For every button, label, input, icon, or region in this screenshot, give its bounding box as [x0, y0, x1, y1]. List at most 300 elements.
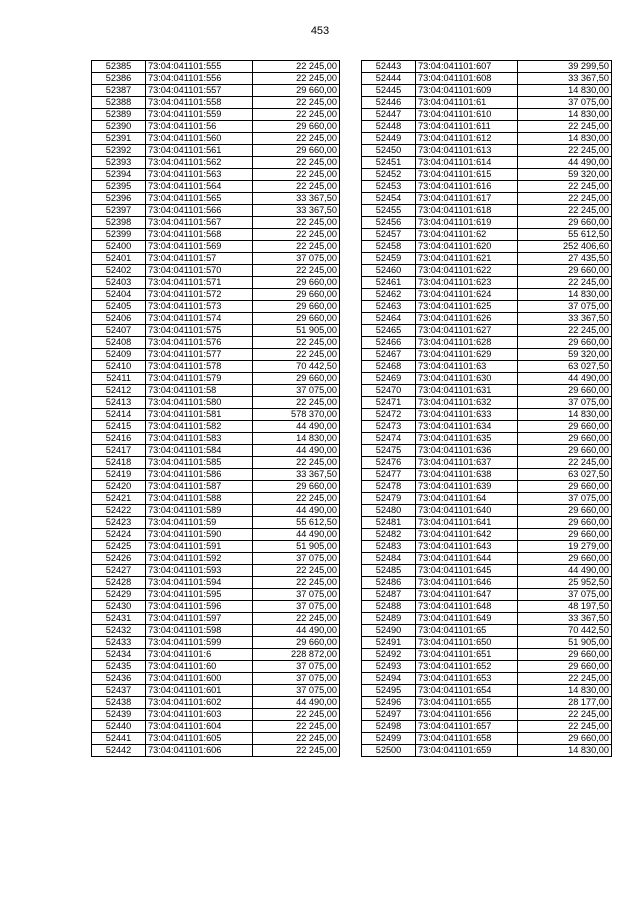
row-number: 52465: [362, 325, 416, 337]
table-row: [362, 193, 612, 205]
cadastral-number: 73:04:041101:645: [416, 565, 518, 577]
table-row: [362, 181, 612, 193]
table-row: [362, 205, 612, 217]
cadastral-number: 73:04:041101:570: [146, 265, 253, 277]
cadastral-number: 73:04:041101:565: [146, 193, 253, 205]
cadastral-value: 22 245,00: [253, 709, 340, 721]
cadastral-value: 22 245,00: [518, 181, 612, 193]
cadastral-number: 73:04:041101:636: [416, 445, 518, 457]
row-number: 52421: [92, 493, 146, 505]
row-number: 52493: [362, 661, 416, 673]
table-row: [362, 109, 612, 121]
table-row: [362, 277, 612, 289]
cadastral-value: 29 660,00: [518, 481, 612, 493]
row-number: 52489: [362, 613, 416, 625]
cadastral-number: 73:04:041101:555: [146, 61, 253, 73]
cadastral-value: 22 245,00: [253, 133, 340, 145]
table-row: [92, 121, 340, 133]
table-row: [362, 337, 612, 349]
row-number: 52391: [92, 133, 146, 145]
row-number: 52498: [362, 721, 416, 733]
row-number: 52396: [92, 193, 146, 205]
table-row: [362, 685, 612, 697]
row-number: 52477: [362, 469, 416, 481]
table-row: [362, 349, 612, 361]
table-row: [92, 565, 340, 577]
cadastral-value: 22 245,00: [253, 493, 340, 505]
row-number: 52386: [92, 73, 146, 85]
cadastral-value: 37 075,00: [518, 301, 612, 313]
cadastral-value: 63 027,50: [518, 469, 612, 481]
table-row: [92, 133, 340, 145]
cadastral-value: 19 279,00: [518, 541, 612, 553]
row-number: 52454: [362, 193, 416, 205]
cadastral-number: 73:04:041101:578: [146, 361, 253, 373]
cadastral-value: 51 905,00: [518, 637, 612, 649]
cadastral-number: 73:04:041101:623: [416, 277, 518, 289]
cadastral-value: 44 490,00: [253, 421, 340, 433]
cadastral-value: 22 245,00: [253, 745, 340, 757]
cadastral-number: 73:04:041101:559: [146, 109, 253, 121]
cadastral-number: 73:04:041101:558: [146, 97, 253, 109]
cadastral-value: 22 245,00: [253, 241, 340, 253]
row-number: 52445: [362, 85, 416, 97]
cadastral-number: 73:04:041101:610: [416, 109, 518, 121]
row-number: 52486: [362, 577, 416, 589]
row-number: 52431: [92, 613, 146, 625]
row-number: 52449: [362, 133, 416, 145]
row-number: 52482: [362, 529, 416, 541]
cadastral-value: 22 245,00: [518, 205, 612, 217]
cadastral-value: 22 245,00: [253, 181, 340, 193]
cadastral-number: 73:04:041101:627: [416, 325, 518, 337]
cadastral-value: 29 660,00: [518, 433, 612, 445]
cadastral-value: 22 245,00: [253, 109, 340, 121]
table-row: [362, 613, 612, 625]
cadastral-value: 29 660,00: [518, 337, 612, 349]
cadastral-number: 73:04:041101:598: [146, 625, 253, 637]
row-number: 52412: [92, 385, 146, 397]
table-row: [92, 169, 340, 181]
cadastral-value: 55 612,50: [253, 517, 340, 529]
cadastral-value: 22 245,00: [518, 721, 612, 733]
cadastral-number: 73:04:041101:579: [146, 373, 253, 385]
cadastral-number: 73:04:041101:633: [416, 409, 518, 421]
table-row: [92, 325, 340, 337]
row-number: 52392: [92, 145, 146, 157]
table-row: [362, 433, 612, 445]
table-row: [92, 601, 340, 613]
cadastral-value: 22 245,00: [518, 709, 612, 721]
cadastral-number: 73:04:041101:585: [146, 457, 253, 469]
cadastral-number: 73:04:041101:638: [416, 469, 518, 481]
cadastral-number: 73:04:041101:57: [146, 253, 253, 265]
cadastral-value: 44 490,00: [518, 157, 612, 169]
row-number: 52485: [362, 565, 416, 577]
row-number: 52464: [362, 313, 416, 325]
row-number: 52401: [92, 253, 146, 265]
table-row: [92, 277, 340, 289]
cadastral-value: 44 490,00: [253, 529, 340, 541]
cadastral-number: 73:04:041101:60: [146, 661, 253, 673]
table-row: [362, 721, 612, 733]
table-row: [362, 397, 612, 409]
table-row: [362, 265, 612, 277]
table-row: [362, 517, 612, 529]
table-row: [362, 469, 612, 481]
cadastral-value: 29 660,00: [518, 265, 612, 277]
table-row: [362, 733, 612, 745]
cadastral-number: 73:04:041101:573: [146, 301, 253, 313]
cadastral-number: 73:04:041101:568: [146, 229, 253, 241]
cadastral-number: 73:04:041101:581: [146, 409, 253, 421]
cadastral-value: 37 075,00: [253, 673, 340, 685]
row-number: 52432: [92, 625, 146, 637]
registry-table-right: [361, 60, 612, 757]
cadastral-value: 22 245,00: [518, 325, 612, 337]
table-row: [362, 565, 612, 577]
table-row: [92, 397, 340, 409]
row-number: 52442: [92, 745, 146, 757]
cadastral-value: 22 245,00: [253, 565, 340, 577]
row-number: 52458: [362, 241, 416, 253]
table-row: [362, 313, 612, 325]
row-number: 52459: [362, 253, 416, 265]
cadastral-value: 37 075,00: [253, 253, 340, 265]
cadastral-value: 37 075,00: [253, 685, 340, 697]
cadastral-value: 29 660,00: [253, 85, 340, 97]
cadastral-number: 73:04:041101:567: [146, 217, 253, 229]
row-number: 52397: [92, 205, 146, 217]
cadastral-value: 44 490,00: [253, 697, 340, 709]
row-number: 52410: [92, 361, 146, 373]
cadastral-number: 73:04:041101:571: [146, 277, 253, 289]
cadastral-number: 73:04:041101:65: [416, 625, 518, 637]
table-row: [92, 481, 340, 493]
table-row: [362, 445, 612, 457]
table-row: [92, 337, 340, 349]
cadastral-value: 29 660,00: [518, 529, 612, 541]
row-number: 52427: [92, 565, 146, 577]
cadastral-number: 73:04:041101:592: [146, 553, 253, 565]
cadastral-value: 29 660,00: [518, 217, 612, 229]
cadastral-number: 73:04:041101:603: [146, 709, 253, 721]
table-row: [362, 217, 612, 229]
table-row: [92, 577, 340, 589]
row-number: 52389: [92, 109, 146, 121]
cadastral-value: 22 245,00: [253, 97, 340, 109]
cadastral-value: 51 905,00: [253, 541, 340, 553]
cadastral-number: 73:04:041101:647: [416, 589, 518, 601]
cadastral-number: 73:04:041101:646: [416, 577, 518, 589]
row-number: 52452: [362, 169, 416, 181]
table-row: [362, 169, 612, 181]
cadastral-value: 29 660,00: [518, 661, 612, 673]
table-row: [92, 505, 340, 517]
table-row: [362, 229, 612, 241]
row-number: 52467: [362, 349, 416, 361]
table-row: [92, 673, 340, 685]
cadastral-value: 44 490,00: [253, 505, 340, 517]
cadastral-value: 33 367,50: [253, 205, 340, 217]
cadastral-value: 29 660,00: [253, 121, 340, 133]
row-number: 52466: [362, 337, 416, 349]
cadastral-number: 73:04:041101:61: [416, 97, 518, 109]
table-row: [92, 349, 340, 361]
table-row: [92, 661, 340, 673]
row-number: 52414: [92, 409, 146, 421]
table-row: [362, 505, 612, 517]
table-row: [362, 745, 612, 757]
table-row: [362, 529, 612, 541]
row-number: 52446: [362, 97, 416, 109]
cadastral-number: 73:04:041101:618: [416, 205, 518, 217]
cadastral-value: 22 245,00: [253, 733, 340, 745]
cadastral-value: 14 830,00: [518, 85, 612, 97]
row-number: 52406: [92, 313, 146, 325]
row-number: 52433: [92, 637, 146, 649]
table-row: [362, 673, 612, 685]
cadastral-value: 22 245,00: [253, 157, 340, 169]
table-row: [92, 517, 340, 529]
cadastral-number: 73:04:041101:619: [416, 217, 518, 229]
table-row: [92, 493, 340, 505]
cadastral-value: 44 490,00: [253, 445, 340, 457]
cadastral-value: 59 320,00: [518, 169, 612, 181]
cadastral-number: 73:04:041101:648: [416, 601, 518, 613]
cadastral-value: 22 245,00: [518, 145, 612, 157]
row-number: 52405: [92, 301, 146, 313]
table-row: [92, 409, 340, 421]
table-row: [362, 481, 612, 493]
row-number: 52422: [92, 505, 146, 517]
cadastral-number: 73:04:041101:6: [146, 649, 253, 661]
cadastral-value: 22 245,00: [253, 721, 340, 733]
cadastral-number: 73:04:041101:600: [146, 673, 253, 685]
cadastral-value: 29 660,00: [518, 421, 612, 433]
row-number: 52415: [92, 421, 146, 433]
cadastral-number: 73:04:041101:615: [416, 169, 518, 181]
cadastral-value: 29 660,00: [253, 277, 340, 289]
row-number: 52441: [92, 733, 146, 745]
row-number: 52468: [362, 361, 416, 373]
row-number: 52385: [92, 61, 146, 73]
cadastral-value: 29 660,00: [253, 637, 340, 649]
page-number: 453: [310, 25, 330, 37]
table-row: [92, 205, 340, 217]
table-row: [362, 697, 612, 709]
cadastral-number: 73:04:041101:561: [146, 145, 253, 157]
cadastral-number: 73:04:041101:606: [146, 745, 253, 757]
cadastral-number: 73:04:041101:616: [416, 181, 518, 193]
row-number: 52491: [362, 637, 416, 649]
table-row: [92, 433, 340, 445]
row-number: 52426: [92, 553, 146, 565]
cadastral-value: 29 660,00: [518, 385, 612, 397]
row-number: 52416: [92, 433, 146, 445]
cadastral-number: 73:04:041101:591: [146, 541, 253, 553]
cadastral-number: 73:04:041101:564: [146, 181, 253, 193]
row-number: 52439: [92, 709, 146, 721]
cadastral-value: 70 442,50: [518, 625, 612, 637]
table-row: [362, 373, 612, 385]
row-number: 52497: [362, 709, 416, 721]
cadastral-value: 33 367,50: [518, 613, 612, 625]
cadastral-value: 70 442,50: [253, 361, 340, 373]
cadastral-value: 578 370,00: [253, 409, 340, 421]
cadastral-number: 73:04:041101:594: [146, 577, 253, 589]
cadastral-number: 73:04:041101:595: [146, 589, 253, 601]
row-number: 52425: [92, 541, 146, 553]
cadastral-value: 22 245,00: [518, 277, 612, 289]
cadastral-value: 37 075,00: [518, 97, 612, 109]
cadastral-number: 73:04:041101:63: [416, 361, 518, 373]
cadastral-number: 73:04:041101:631: [416, 385, 518, 397]
cadastral-value: 22 245,00: [253, 613, 340, 625]
row-number: 52413: [92, 397, 146, 409]
cadastral-number: 73:04:041101:625: [416, 301, 518, 313]
row-number: 52448: [362, 121, 416, 133]
cadastral-value: 22 245,00: [253, 337, 340, 349]
cadastral-number: 73:04:041101:609: [416, 85, 518, 97]
table-row: [362, 289, 612, 301]
row-number: 52429: [92, 589, 146, 601]
row-number: 52420: [92, 481, 146, 493]
row-number: 52407: [92, 325, 146, 337]
cadastral-value: 22 245,00: [253, 457, 340, 469]
cadastral-value: 22 245,00: [253, 397, 340, 409]
row-number: 52436: [92, 673, 146, 685]
cadastral-value: 33 367,50: [253, 469, 340, 481]
row-number: 52479: [362, 493, 416, 505]
row-number: 52417: [92, 445, 146, 457]
cadastral-number: 73:04:041101:658: [416, 733, 518, 745]
table-row: [92, 745, 340, 757]
table-row: [92, 553, 340, 565]
row-number: 52443: [362, 61, 416, 73]
cadastral-number: 73:04:041101:574: [146, 313, 253, 325]
row-number: 52394: [92, 169, 146, 181]
table-row: [362, 649, 612, 661]
row-number: 52404: [92, 289, 146, 301]
cadastral-number: 73:04:041101:556: [146, 73, 253, 85]
cadastral-value: 14 830,00: [518, 685, 612, 697]
cadastral-number: 73:04:041101:601: [146, 685, 253, 697]
cadastral-value: 25 952,50: [518, 577, 612, 589]
cadastral-number: 73:04:041101:653: [416, 673, 518, 685]
table-row: [362, 97, 612, 109]
table-row: [362, 385, 612, 397]
cadastral-value: 228 872,00: [253, 649, 340, 661]
cadastral-number: 73:04:041101:650: [416, 637, 518, 649]
cadastral-value: 29 660,00: [518, 505, 612, 517]
cadastral-number: 73:04:041101:64: [416, 493, 518, 505]
cadastral-value: 22 245,00: [518, 121, 612, 133]
cadastral-number: 73:04:041101:643: [416, 541, 518, 553]
cadastral-number: 73:04:041101:637: [416, 457, 518, 469]
cadastral-value: 44 490,00: [518, 373, 612, 385]
table-row: [92, 229, 340, 241]
cadastral-value: 33 367,50: [253, 193, 340, 205]
cadastral-number: 73:04:041101:586: [146, 469, 253, 481]
table-row: [92, 649, 340, 661]
cadastral-value: 55 612,50: [518, 229, 612, 241]
cadastral-number: 73:04:041101:613: [416, 145, 518, 157]
row-number: 52435: [92, 661, 146, 673]
cadastral-number: 73:04:041101:629: [416, 349, 518, 361]
cadastral-number: 73:04:041101:588: [146, 493, 253, 505]
cadastral-number: 73:04:041101:575: [146, 325, 253, 337]
cadastral-number: 73:04:041101:62: [416, 229, 518, 241]
cadastral-number: 73:04:041101:642: [416, 529, 518, 541]
row-number: 52434: [92, 649, 146, 661]
cadastral-value: 37 075,00: [253, 385, 340, 397]
table-row: [362, 637, 612, 649]
cadastral-value: 22 245,00: [518, 457, 612, 469]
row-number: 52483: [362, 541, 416, 553]
row-number: 52470: [362, 385, 416, 397]
cadastral-number: 73:04:041101:656: [416, 709, 518, 721]
table-row: [92, 181, 340, 193]
table-row: [362, 61, 612, 73]
table-row: [362, 493, 612, 505]
row-number: 52461: [362, 277, 416, 289]
table-row: [92, 361, 340, 373]
table-row: [92, 109, 340, 121]
table-row: [92, 385, 340, 397]
row-number: 52423: [92, 517, 146, 529]
row-number: 52500: [362, 745, 416, 757]
row-number: 52492: [362, 649, 416, 661]
row-number: 52496: [362, 697, 416, 709]
row-number: 52469: [362, 373, 416, 385]
cadastral-number: 73:04:041101:630: [416, 373, 518, 385]
cadastral-number: 73:04:041101:602: [146, 697, 253, 709]
cadastral-value: 59 320,00: [518, 349, 612, 361]
table-row: [92, 265, 340, 277]
cadastral-number: 73:04:041101:649: [416, 613, 518, 625]
cadastral-value: 37 075,00: [518, 589, 612, 601]
row-number: 52490: [362, 625, 416, 637]
row-number: 52463: [362, 301, 416, 313]
table-row: [92, 193, 340, 205]
table-row: [92, 253, 340, 265]
cadastral-value: 14 830,00: [518, 109, 612, 121]
row-number: 52399: [92, 229, 146, 241]
table-row: [362, 361, 612, 373]
table-row: [92, 685, 340, 697]
row-number: 52440: [92, 721, 146, 733]
table-row: [362, 157, 612, 169]
cadastral-number: 73:04:041101:640: [416, 505, 518, 517]
cadastral-number: 73:04:041101:626: [416, 313, 518, 325]
table-row: [362, 253, 612, 265]
row-number: 52476: [362, 457, 416, 469]
table-row: [362, 709, 612, 721]
table-row: [362, 85, 612, 97]
table-row: [362, 421, 612, 433]
cadastral-value: 29 660,00: [518, 649, 612, 661]
row-number: 52457: [362, 229, 416, 241]
row-number: 52444: [362, 73, 416, 85]
cadastral-number: 73:04:041101:580: [146, 397, 253, 409]
cadastral-value: 37 075,00: [253, 601, 340, 613]
cadastral-number: 73:04:041101:596: [146, 601, 253, 613]
cadastral-number: 73:04:041101:652: [416, 661, 518, 673]
cadastral-number: 73:04:041101:587: [146, 481, 253, 493]
cadastral-value: 14 830,00: [518, 745, 612, 757]
row-number: 52460: [362, 265, 416, 277]
